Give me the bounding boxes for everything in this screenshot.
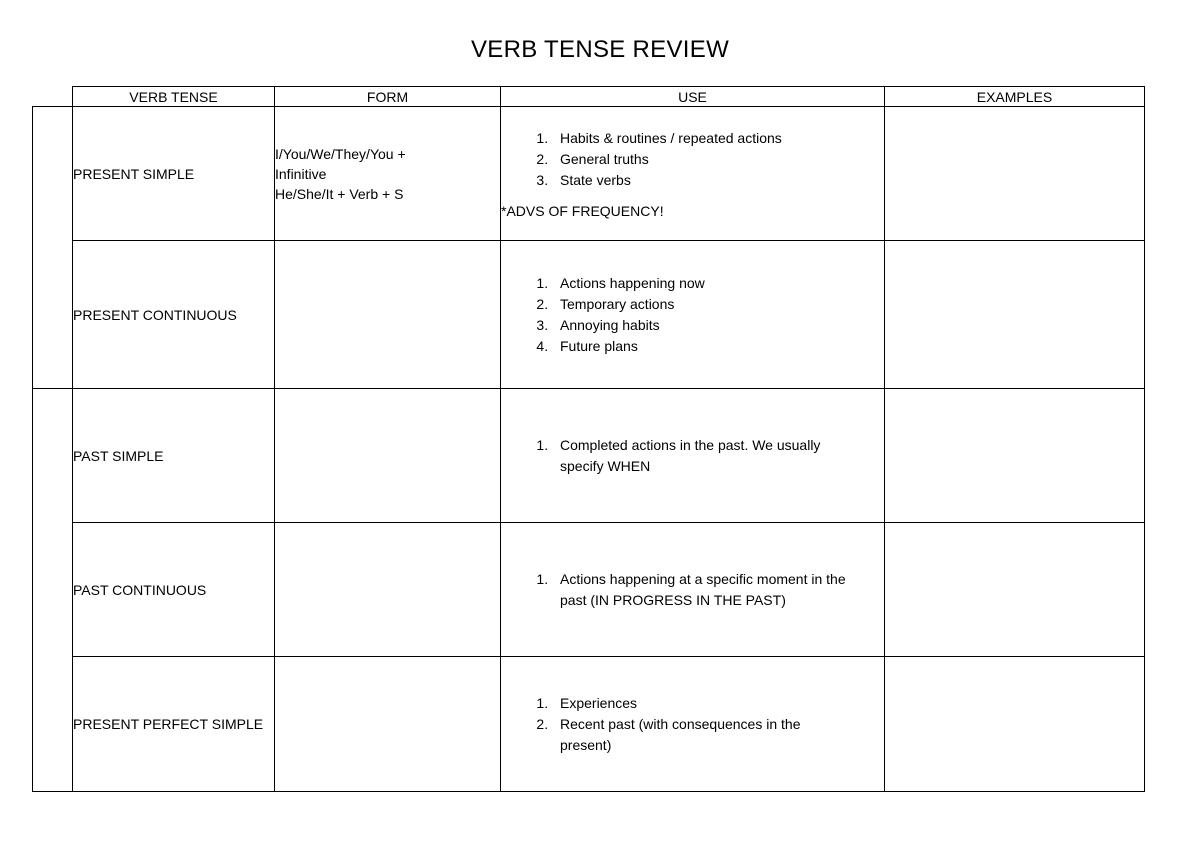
form-cell — [275, 107, 501, 241]
present-group-cell — [33, 107, 73, 389]
use-item: 1. Experiences — [552, 693, 842, 714]
examples-cell — [885, 241, 1145, 389]
use-cell — [501, 241, 885, 389]
table-row — [33, 389, 1145, 523]
form-cell — [275, 241, 501, 389]
header-form: FORM — [275, 87, 501, 107]
table-row — [33, 523, 1145, 657]
use-cell — [501, 523, 885, 657]
tense-cell: PAST SIMPLE — [73, 389, 275, 523]
use-item: 2. General truths — [552, 149, 884, 170]
form-line: Infinitive — [275, 165, 327, 182]
form-line: He/She/It + Verb + S — [275, 185, 404, 202]
use-list — [501, 273, 884, 357]
use-item: 3. State verbs — [552, 170, 884, 191]
use-cell — [501, 657, 885, 792]
use-item: 1. Actions happening now — [552, 273, 884, 294]
use-item: 1. Actions happening at a specific moment in the past (IN PROGRESS IN THE PAST) — [552, 569, 857, 611]
use-item: 4. Future plans — [552, 336, 884, 357]
tense-cell: PRESENT SIMPLE — [73, 107, 275, 241]
past-group-cell — [33, 389, 73, 792]
form-cell — [275, 657, 501, 792]
use-cell — [501, 389, 885, 523]
examples-cell — [885, 657, 1145, 792]
header-examples: EXAMPLES — [885, 87, 1145, 107]
use-item: 2. Temporary actions — [552, 294, 884, 315]
table-row — [33, 657, 1145, 792]
examples-cell — [885, 523, 1145, 657]
tense-cell: PAST CONTINUOUS — [73, 523, 275, 657]
use-list — [501, 435, 852, 477]
use-cell — [501, 107, 885, 241]
use-item: 2. Recent past (with consequences in the present) — [552, 714, 842, 756]
form-cell — [275, 389, 501, 523]
use-note: *ADVS OF FREQUENCY! — [501, 203, 664, 219]
use-item: 1. Completed actions in the past. We usually specify WHEN — [552, 435, 852, 477]
table-row — [33, 107, 1145, 241]
verb-tense-table — [32, 86, 1145, 792]
header-use: USE — [501, 87, 885, 107]
form-cell — [275, 523, 501, 657]
use-list — [501, 693, 842, 756]
examples-cell — [885, 389, 1145, 523]
header-blank-cell — [33, 87, 73, 107]
header-verb-tense: VERB TENSE — [73, 87, 275, 107]
document-title: VERB TENSE REVIEW — [470, 36, 730, 63]
tense-cell: PRESENT PERFECT SIMPLE — [73, 657, 275, 792]
use-item: 1. Habits & routines / repeated actions — [552, 128, 884, 149]
tense-cell: PRESENT CONTINUOUS — [73, 241, 275, 389]
use-item: 3. Annoying habits — [552, 315, 884, 336]
table-row — [33, 241, 1145, 389]
use-list — [501, 569, 857, 611]
use-list — [501, 128, 884, 191]
examples-cell — [885, 107, 1145, 241]
form-line: I/You/We/They/You + — [275, 145, 406, 162]
header-row — [33, 87, 1145, 107]
